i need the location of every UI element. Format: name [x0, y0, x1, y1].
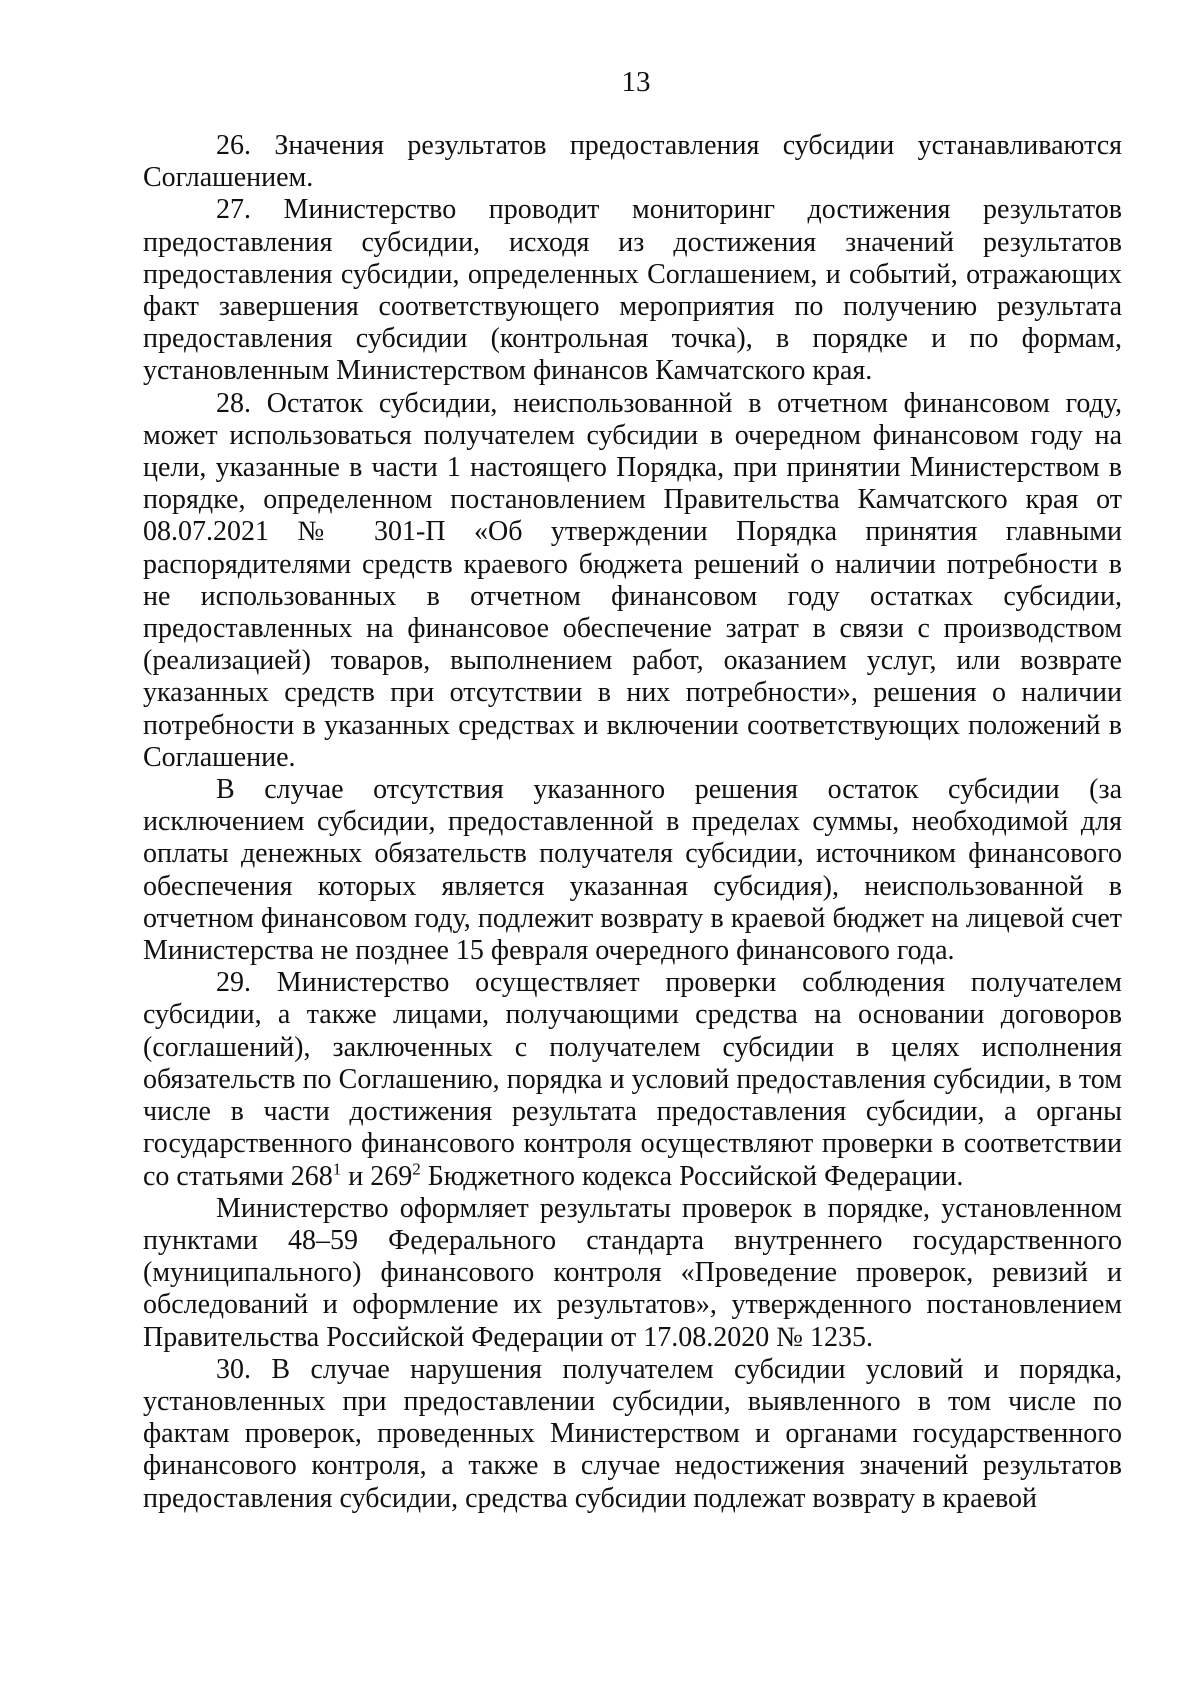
footnote-marker-1: 1: [332, 1159, 342, 1179]
paragraph-29-text: 29. Министерство осуществляет проверки соблюдения получателем субсидии, а также лицами, получающими средства на основании договоров (соглашений), заключенных с получателем субсидии в целях исполнения обязательств по Соглашению, порядка и условий предоставления субсидии, в том числе в части достижения результата предоставления субсидии, а органы государственного финансового контроля осуществляют проверки в соответствии со статьями 268: [143, 967, 1122, 1192]
paragraph-29-end: Бюджетного кодекса Российской Федерации.: [420, 1160, 964, 1192]
paragraph-27: 27. Министерство проводит мониторинг достижения результатов предоставления субсидии, исходя из достижения значений результатов предоставления субсидии, определенных Соглашением, и событий, отражающих факт завершения соответствующего мероприятия по получению результата предоставления субсидии (контрольная точка), в порядке и по формам, установленным Министерством финансов Камчатского края.: [143, 194, 1122, 387]
paragraph-26: 26. Значения результатов предоставления субсидии устанавливаются Соглашением.: [143, 130, 1122, 194]
paragraph-28-unused-balance: В случае отсутствия указанного решения остаток субсидии (за исключением субсидии, предоставленной в пределах суммы, необходимой для оплаты денежных обязательств получателя субсидии, источником финансового обеспечения которых является указанная субсидия), неиспользованной в отчетном финансовом году, подлежит возврату в краевой бюджет на лицевой счет Министерства не позднее 15 февраля очередного финансового года.: [143, 774, 1122, 967]
paragraph-29-mid: и 269: [341, 1160, 413, 1192]
page-number: 13: [621, 66, 651, 98]
paragraph-29: [143, 967, 1122, 1192]
footnote-marker-2: 2: [412, 1159, 421, 1179]
paragraph-28: 28. Остаток субсидии, неиспользованной в отчетном финансовом году, может использоваться получателем субсидии в очередном финансовом году на цели, указанные в части 1 настоящего Порядка, при принятии Министерством в порядке, определенном постановлением Правительства Камчатского края от 08.07.2021 № 301-П «Об утверждении Порядка принятия главными распорядителями средств краевого бюджета решений о наличии потребности в не использованных в отчетном финансовом году остатках субсидии, предоставленных на финансовое обеспечение затрат в связи с производством (реализацией) товаров, выполнением работ, оказанием услуг, или возврате указанных средств при отсутствии в них потребности», решения о наличии потребности в указанных средствах и включении соответствующих положений в Соглашение.: [143, 387, 1122, 773]
paragraph-30: 30. В случае нарушения получателем субсидии условий и порядка, установленных при предоставлении субсидии, выявленного в том числе по фактам проверок, проведенных Министерством и органами государственного финансового контроля, а также в случае недостижения значений результатов предоставления субсидии, средства субсидии подлежат возврату в краевой: [143, 1353, 1122, 1514]
paragraph-29-inspection-results: Министерство оформляет результаты проверок в порядке, установленном пунктами 48–59 Федерального стандарта внутреннего государственного (муниципального) финансового контроля «Проведение проверок, ревизий и обследований и оформление их результатов», утвержденного постановлением Правительства Российской Федерации от 17.08.2020 № 1235.: [143, 1192, 1122, 1353]
document-body: [143, 130, 1122, 1515]
